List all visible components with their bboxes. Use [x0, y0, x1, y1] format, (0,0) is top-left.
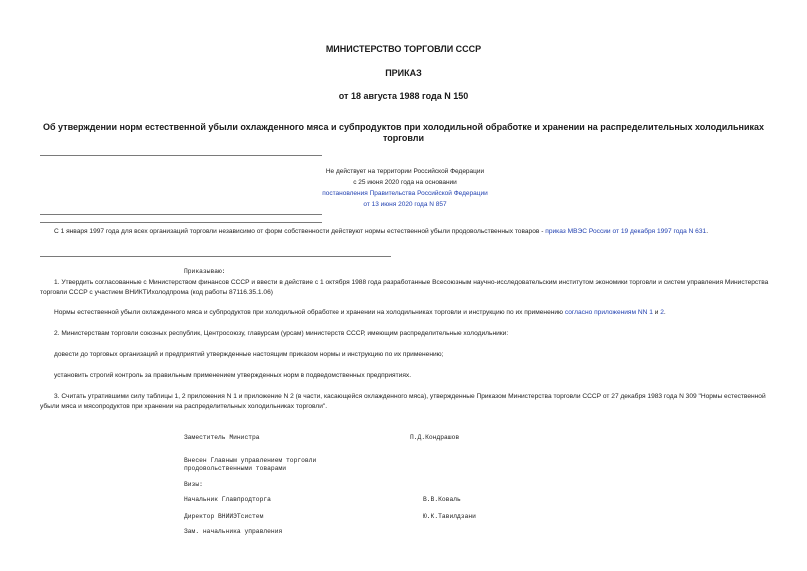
divider	[40, 256, 391, 257]
item-1-norms-and: и	[652, 309, 661, 316]
item-2-sub-2: установить строгий контроль за правильным применением утвержденных норм в подведомственных предприятиях.	[54, 372, 412, 379]
item-2-sub-1: довести до торговых организаций и предприятий утвержденные настоящим приказом нормы и инструкцию по их применению;	[54, 351, 444, 358]
intro-end: .	[706, 228, 709, 235]
deputy-head-label: Зам. начальника управления	[184, 528, 283, 535]
status-note-line1: Не действует на территории Российской Федерации	[325, 168, 485, 175]
introduced-by-line1: Внесен Главным управлением торговли	[184, 457, 317, 464]
status-note	[300, 166, 510, 210]
doc-date-heading: от 18 августа 1988 года N 150	[338, 91, 469, 101]
director-name: Ю.К.Тавилдзани	[423, 513, 476, 520]
doc-type-heading: ПРИКАЗ	[385, 68, 422, 78]
item-1-norms-end: .	[663, 309, 666, 316]
divider	[40, 222, 322, 223]
ministry-heading: МИНИСТЕРСТВО ТОРГОВЛИ СССР	[325, 44, 482, 54]
head-glavprodtorg-label: Начальник Главпродторга	[184, 496, 271, 503]
intro-paragraph	[40, 227, 770, 237]
status-note-link-date[interactable]: от 13 июня 2020 года N 857	[363, 201, 447, 208]
deputy-minister-label: Заместитель Министра	[184, 434, 260, 441]
status-note-line2: с 25 июня 2020 года на основании	[353, 179, 457, 186]
item-2-paragraph: 2. Министерствам торговли союзных республик, Центросоюзу, главурсам (урсам) министерств СССР, имеющим распределительные холодильники:	[54, 330, 509, 337]
order-word: Приказываю:	[184, 268, 226, 275]
annex-link-1[interactable]: согласно приложениям NN 1	[564, 309, 653, 316]
item-1-paragraph: 1. Утвердить согласованные с Министерством финансов СССР и ввести в действие с 1 октября 1988 года разработанные Всесоюзным научно-исследовательским институтом экономики торговли и систем управления Министерства торговли СССР с участием ВНИКТИхолодпрома (код работы 87116.35.1.06)	[40, 279, 769, 296]
intro-text: С 1 января 1997 года для всех организаций торговли независимо от форм собственности действуют нормы естественной убыли продовольственных товаров -	[54, 228, 546, 235]
item-1-norms-text: Нормы естественной убыли охлажденного мяса и субпродуктов при холодильной обработке и хранении на холодильниках торговли и инструкцию по их применению	[54, 309, 565, 316]
head-glavprodtorg-name: В.В.Коваль	[423, 496, 461, 503]
item-3-paragraph: 3. Считать утратившими силу таблицы 1, 2 приложения N 1 и приложение N 2 (в части, касающейся охлажденного мяса), утвержденные Приказом Министерства торговли СССР от 27 декабря 1983 года N 309 "Нормы естественной убыли мяса и мясопродуктов при хранении на распределительных холодильниках торговли".	[40, 393, 766, 410]
visas-label: Визы:	[184, 481, 203, 488]
annex-link-2[interactable]: 2	[660, 309, 664, 316]
item-1-norms-paragraph	[40, 308, 770, 318]
document-title: Об утверждении норм естественной убыли охлажденного мяса и субпродуктов при холодильной обработке и хранении на распределительных холодильниках торговли	[43, 122, 764, 143]
divider	[40, 214, 322, 215]
introduced-by-line2: продовольственными товарами	[184, 465, 287, 472]
director-label: Директор ВНИИЭТсистем	[184, 513, 264, 520]
deputy-minister-name: П.Д.Кондрашов	[410, 434, 460, 441]
divider	[40, 155, 322, 156]
intro-link[interactable]: приказ МВЭС России от 19 декабря 1997 года N 631	[545, 228, 707, 235]
status-note-link-decree[interactable]: постановления Правительства Российской Федерации	[322, 190, 488, 197]
